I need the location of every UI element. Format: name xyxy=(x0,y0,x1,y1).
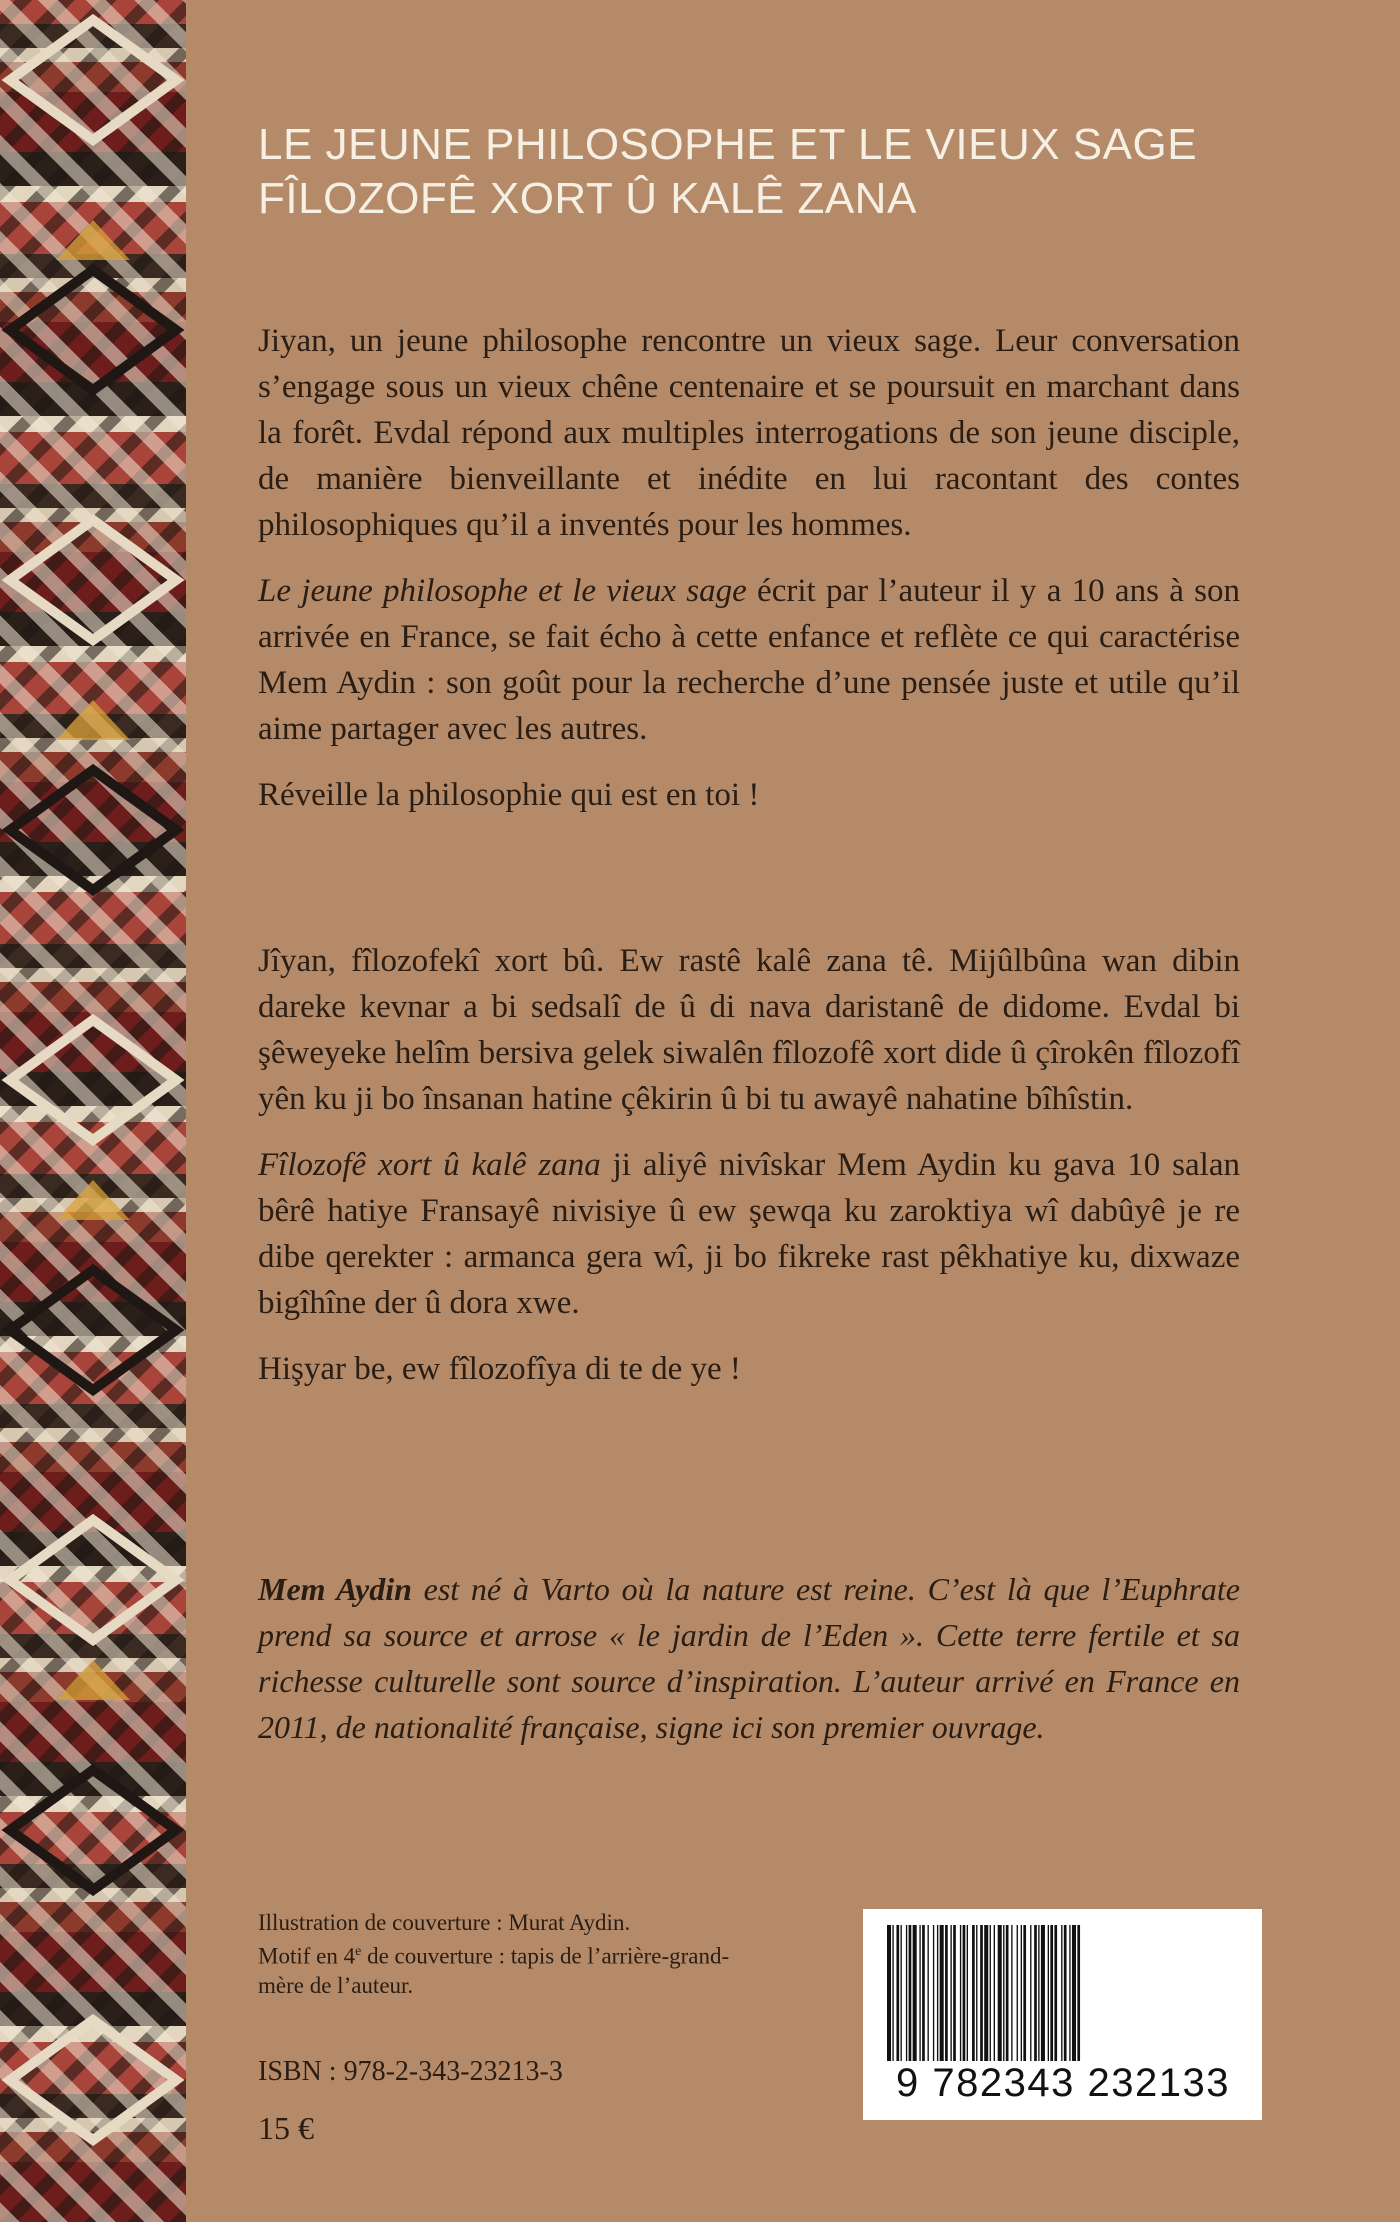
title-block xyxy=(258,118,1258,226)
illustration-credit: Illustration de couverture : Murat Aydin. xyxy=(258,1910,631,1935)
author-bio-paragraph xyxy=(258,1566,1240,1750)
kilim-pattern-image xyxy=(0,0,186,2222)
title-kurdish: FÎLOZOFÊ XORT Û KALÊ ZANA xyxy=(258,174,917,223)
title-french: LE JEUNE PHILOSOPHE ET LE VIEUX SAGE xyxy=(258,120,1198,169)
french-paragraph-2-text: écrit par l’auteur il y a 10 ans à son arrivée en France, se fait écho à cette enfance et reflète ce qui caractérise Mem Aydin : son goût pour la recherche d’une pensée juste et utile qu’il aime partager avec les autres. xyxy=(258,573,1240,747)
author-bio xyxy=(258,1566,1240,1770)
french-summary xyxy=(258,318,1240,838)
barcode xyxy=(863,1909,1262,2120)
kurdish-paragraph-2 xyxy=(258,1142,1240,1326)
barcode-digits: 9 782343 232133 xyxy=(896,2061,1230,2105)
motif-credit: Motif en 4e de couverture : tapis de l’arrière-grand-mère de l’auteur. xyxy=(258,1943,730,1998)
kurdish-book-title: Fîlozofê xort û kalê zana xyxy=(258,1147,601,1183)
french-book-title: Le jeune philosophe et le vieux sage xyxy=(258,573,747,609)
kurdish-paragraph-1: Jîyan, fîlozofekî xort bû. Ew rastê kalê zana tê. Mijûlbûna wan dibin dareke kevnar a bi sedsalî de û di nava daristanê de didome. Evdal bi şêweyeke helîm bersiva gelek siwalên fîlozofê xort dide û çîrokên fîlozofî yên ku ji bo însanan hatine çêkirin û bi tu awayê nahatine bîhîstin. xyxy=(258,943,1240,1117)
french-paragraph-3: Réveille la philosophie qui est en toi ! xyxy=(258,777,760,813)
kurdish-summary xyxy=(258,938,1240,1412)
author-name: Mem Aydin xyxy=(258,1571,412,1607)
french-paragraph-1: Jiyan, un jeune philosophe rencontre un vieux sage. Leur conversation s’engage sous un vieux chêne centenaire et se poursuit en marchant dans la forêt. Evdal répond aux multiples interrogations de son jeune disciple, de manière bienveillante et inédite en lui racontant des contes philosophiques qu’il a inventés pour les hommes. xyxy=(258,323,1240,543)
kurdish-paragraph-2-text: ji aliyê nivîskar Mem Aydin ku gava 10 salan bêrê hatiye Fransayê nivisiye û ew şewqa ku zaroktiya wî dabûyê je re dibe qerekter : armanca gera wî, ji bo fikreke rast pêkhatiye ku, dixwaze bigîhîne der û dora xwe. xyxy=(258,1147,1240,1321)
cover-credits xyxy=(258,1908,738,2000)
author-bio-text: est né à Varto où la nature est reine. C’est là que l’Euphrate prend sa source et arrose « le jardin de l’Eden ». Cette terre fertile et sa richesse culturelle sont source d’inspiration. L’auteur arrivé en France en 2011, de nationalité française, signe ici son premier ouvrage. xyxy=(258,1571,1241,1745)
barcode-bars-image xyxy=(883,1925,1243,2061)
kilim-carpet-strip xyxy=(0,0,186,2222)
french-paragraph-2 xyxy=(258,568,1240,752)
isbn: ISBN : 978-2-343-23213-3 xyxy=(258,2056,563,2087)
kurdish-paragraph-3: Hişyar be, ew fîlozofîya di te de ye ! xyxy=(258,1351,741,1387)
price: 15 € xyxy=(258,2110,314,2146)
